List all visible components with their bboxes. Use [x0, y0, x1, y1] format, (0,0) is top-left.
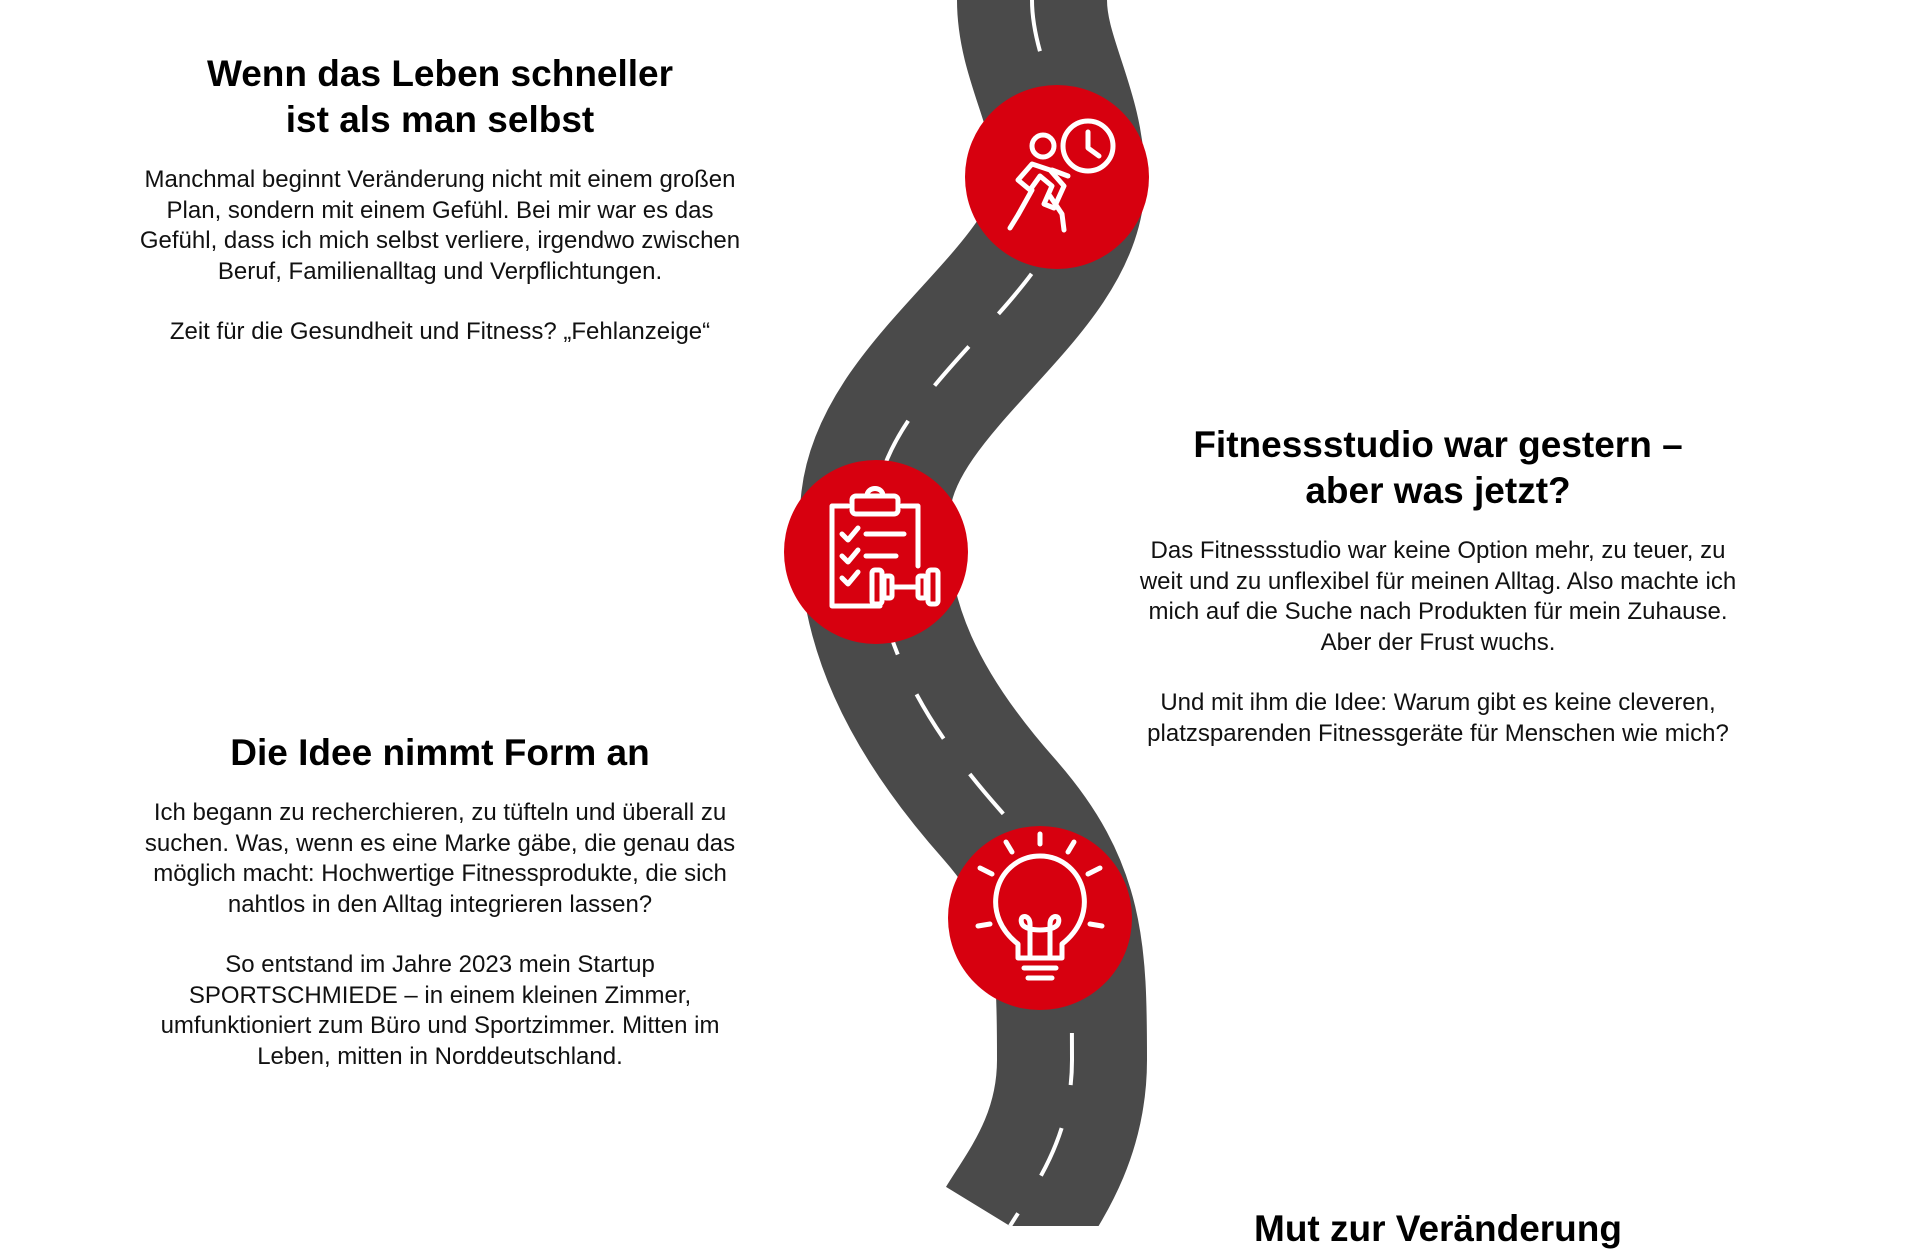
running-clock-icon — [965, 85, 1149, 269]
section-2-title-line-1: Fitnessstudio war gestern – — [1193, 424, 1683, 465]
story-section-3 — [130, 730, 750, 1072]
section-1-title-line-1: Wenn das Leben schneller — [206, 53, 674, 94]
section-2-paragraph-1: Das Fitnessstudio war keine Option mehr, zu teuer, zu weit und zu unflexibel für meinen Alltag. Also machte ich mich auf die Suche nach Produkten für mein Zuhause. Aber der Frust wuchs. — [1139, 537, 1737, 656]
story-section-2 — [1128, 422, 1748, 749]
section-3-paragraph-1: Ich begann zu recherchieren, zu tüfteln und überall zu suchen. Was, wenn es eine Marke gäbe, die genau das möglich macht: Hochwertige Fitnessprodukte, die sich nahtlos in den Alltag integrieren lassen? — [144, 799, 736, 918]
section-3-title-line-1: Die Idee nimmt Form an — [230, 732, 650, 773]
story-section-1 — [130, 51, 750, 348]
lightbulb-icon — [948, 826, 1132, 1010]
section-2-title — [1128, 422, 1748, 514]
section-1-paragraph-2: Zeit für die Gesundheit und Fitness? „Fehlanzeige“ — [169, 318, 711, 345]
section-4-title — [1128, 1206, 1748, 1252]
section-2-title-line-2: aber was jetzt? — [1305, 470, 1571, 511]
section-1-paragraph-1: Manchmal beginnt Veränderung nicht mit einem großen Plan, sondern mit einem Gefühl. Bei mir war es das Gefühl, dass ich mich selbst verliere, irgendwo zwischen Beruf, Familienalltag und Verpflichtungen. — [139, 166, 741, 285]
clipboard-dumbbell-icon — [784, 460, 968, 644]
section-1-title-line-2: ist als man selbst — [285, 99, 595, 140]
section-3-paragraph-2: So entstand im Jahre 2023 mein Startup SPORTSCHMIEDE – in einem kleinen Zimmer, umfunktioniert zum Büro und Sportzimmer. Mitten im Leben, mitten in Norddeutschland. — [160, 951, 720, 1070]
section-1-title — [130, 51, 750, 143]
section-4-title-line-1: Mut zur Veränderung — [1254, 1208, 1622, 1249]
section-3-title — [130, 730, 750, 776]
section-2-paragraph-2: Und mit ihm die Idee: Warum gibt es keine cleveren, platzsparenden Fitnessgeräte für Menschen wie mich? — [1147, 689, 1729, 747]
story-section-4 — [1128, 1206, 1748, 1252]
